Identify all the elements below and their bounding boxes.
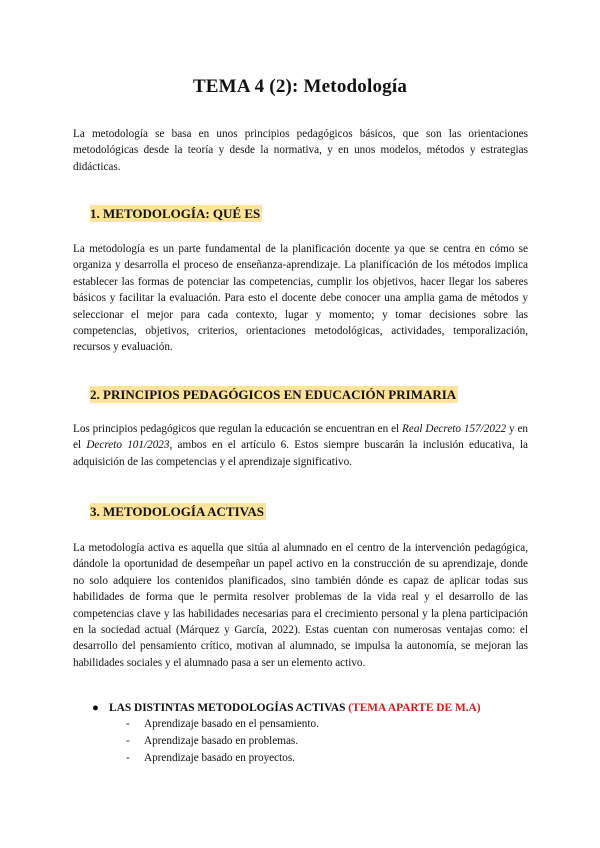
section-2-text-e: , ambos en el artículo 6. Estos siempre buscarán la inclusión educativa, la adquisición de las competencias y el aprendizaje significativo. [73,439,529,468]
section-3-heading [90,503,266,521]
list-item: - Aprendizaje basado en proyectos. [126,750,319,767]
section-2-heading-text: 2. PRINCIPIOS PEDAGÓGICOS EN EDUCACIÓN PRIMARIA [90,387,457,402]
section-1-heading [90,205,262,223]
active-methodologies-bullet [92,700,481,716]
dash-icon: - [126,718,130,730]
section-2-heading [90,386,458,404]
list-item: - Aprendizaje basado en problemas. [126,733,319,750]
intro-paragraph: La metodología se basa en unos principios pedagógicos básicos, que son las orientaciones metodológicas desde la teoría y desde la normativa, y en unos modelos, métodos y estrategias didácticas. [73,128,528,173]
section-3-body: La metodología activa es aquella que sitúa al alumnado en el centro de la intervención pedagógica, dándole la oportunidad de desempeñar un papel activo en la construcción de su aprendizaje, donde no solo adquiere los contenidos planificados, sino también dónde es capaz de aplicar todas sus habilidades de forma que le permita resolver problemas de la vida real y el desarrollo de las competencias clave y las habilidades necesarias para el crecimiento personal y la plena participación en la sociedad actual (Márquez y García, 2022). Estas cuentan con numerosas ventajas como: el desarrollo del pensamiento crítico, motivan al alumnado, se impulsa la autonomía, se mejoran las habilidades sociales y el alumnado pasa a ser un elemento activo. [73,542,528,669]
decreto-reference: Decreto 101/2023 [86,439,170,452]
real-decreto-reference: Real Decreto 157/2022 [402,423,507,435]
bullet-label: LAS DISTINTAS METODOLOGÍAS ACTIVAS [109,702,346,714]
page-title: TEMA 4 (2): Metodología [192,76,408,97]
dash-icon: - [126,735,130,747]
section-2-text-c: y en el [73,423,529,452]
bullet-note: (TEMA APARTE DE M.A) [348,702,481,714]
bullet-dot-icon: ● [92,702,99,714]
section-3-heading-text: 3. METODOLOGÍA ACTIVAS [90,504,264,519]
section-1-body: La metodología es un parte fundamental de la planificación docente ya que se centra en cómo se organiza y desarrolla el proceso de enseñanza-aprendizaje. La planificación de los métodos implica establecer las formas de potenciar las competencias, cumplir los objetivos, hacer llegar los saberes básicos y facilitar la evaluación. Para esto el docente debe conocer una amplia gama de métodos y seleccionar el mejor para cada contexto, lugar y momento; y tomar decisiones sobre las competencias, objetivos, criterios, orientaciones metodológicas, actividades, temporalización, recursos y evaluación. [73,243,528,354]
methodologies-list [126,716,319,767]
section-2-body [73,421,528,470]
dash-icon: - [126,752,130,764]
section-2-text-a: Los principios pedagógicos que regulan la educación se encuentran en el [73,423,403,435]
section-1-heading-text: 1. METODOLOGÍA: QUÉ ES [90,206,261,221]
list-item: - Aprendizaje basado en el pensamiento. [126,716,319,733]
